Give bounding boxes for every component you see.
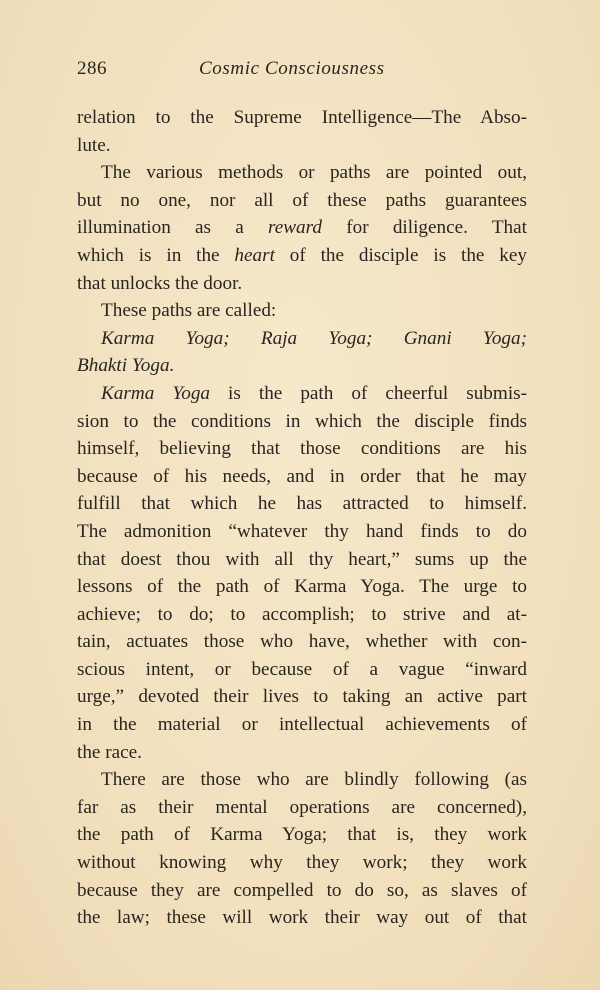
text-line bbox=[77, 739, 527, 767]
text-run: is the path of cheerful submis- bbox=[210, 382, 528, 404]
text-run: There are those who are blindly following (as bbox=[101, 769, 527, 791]
text-line bbox=[77, 546, 527, 574]
text-line bbox=[77, 132, 527, 160]
text-run: because of his needs, and in order that he may bbox=[77, 465, 527, 487]
page-number: 286 bbox=[77, 58, 107, 79]
text-line bbox=[77, 325, 527, 353]
text-line bbox=[77, 297, 527, 325]
text-run: that doest thou with all thy heart,” sums up the bbox=[77, 548, 527, 570]
text-line bbox=[77, 601, 527, 629]
text-line bbox=[77, 159, 527, 187]
text-run: but no one, nor all of these paths guarantees bbox=[77, 189, 527, 211]
italic-text: reward bbox=[267, 217, 322, 239]
text-line bbox=[77, 463, 527, 491]
text-line bbox=[77, 904, 527, 932]
text-line bbox=[77, 794, 527, 822]
italic-text: Karma Yoga bbox=[101, 382, 211, 404]
text-line bbox=[77, 490, 527, 518]
text-run: the race. bbox=[77, 741, 142, 763]
text-line bbox=[77, 656, 527, 684]
text-line bbox=[77, 242, 527, 270]
text-run: in the material or intellectual achievements of bbox=[77, 714, 527, 736]
running-title: Cosmic Consciousness bbox=[199, 58, 385, 79]
text-run: the law; these will work their way out of that bbox=[77, 907, 527, 929]
text-run: himself, believing that those conditions are his bbox=[77, 438, 527, 460]
text-line bbox=[77, 711, 527, 739]
text-run: urge,” devoted their lives to taking an active part bbox=[77, 686, 527, 708]
text-run: illumination as a bbox=[77, 217, 268, 239]
text-line bbox=[77, 270, 527, 298]
text-line bbox=[77, 821, 527, 849]
text-line bbox=[77, 628, 527, 656]
body-text bbox=[77, 104, 527, 932]
text-run: relation to the Supreme Intelligence—The Abso- bbox=[77, 107, 527, 128]
text-line bbox=[77, 104, 527, 132]
page-header bbox=[77, 58, 527, 88]
text-run: the path of Karma Yoga; that is, they work bbox=[77, 824, 527, 846]
text-line bbox=[77, 187, 527, 215]
text-run: that unlocks the door. bbox=[77, 272, 243, 294]
text-line bbox=[77, 766, 527, 794]
text-run: sion to the conditions in which the disciple finds bbox=[77, 410, 527, 432]
text-run: The various methods or paths are pointed out, bbox=[101, 162, 527, 184]
text-run: because they are compelled to do so, as slaves of bbox=[77, 879, 527, 901]
text-run: lessons of the path of Karma Yoga. The urge to bbox=[77, 576, 527, 598]
text-run: achieve; to do; to accomplish; to strive and at- bbox=[77, 603, 527, 625]
text-line bbox=[77, 877, 527, 905]
text-run: The admonition “whatever thy hand finds to do bbox=[77, 520, 527, 542]
text-line bbox=[77, 352, 527, 380]
text-run: which is in the bbox=[77, 244, 235, 266]
text-line bbox=[77, 435, 527, 463]
text-line bbox=[77, 683, 527, 711]
text-run: scious intent, or because of a vague “inward bbox=[77, 658, 527, 680]
text-line bbox=[77, 408, 527, 436]
text-run: of the disciple is the key bbox=[274, 244, 527, 266]
text-line bbox=[77, 573, 527, 601]
text-line bbox=[77, 849, 527, 877]
text-run: far as their mental operations are concerned), bbox=[77, 796, 527, 818]
italic-text: heart bbox=[234, 244, 275, 266]
text-run: lute. bbox=[77, 134, 111, 156]
italic-text: Bhakti Yoga. bbox=[77, 355, 175, 377]
text-run: fulfill that which he has attracted to himself. bbox=[77, 493, 527, 515]
text-run: tain, actuates those who have, whether with con- bbox=[77, 631, 527, 653]
text-run: for diligence. That bbox=[322, 217, 527, 239]
italic-text: Karma Yoga; Raja Yoga; Gnani Yoga; bbox=[101, 327, 527, 349]
text-line bbox=[77, 518, 527, 546]
text-line bbox=[77, 214, 527, 242]
text-run: These paths are called: bbox=[101, 300, 277, 322]
text-line bbox=[77, 380, 527, 408]
text-run: without knowing why they work; they work bbox=[77, 852, 527, 874]
